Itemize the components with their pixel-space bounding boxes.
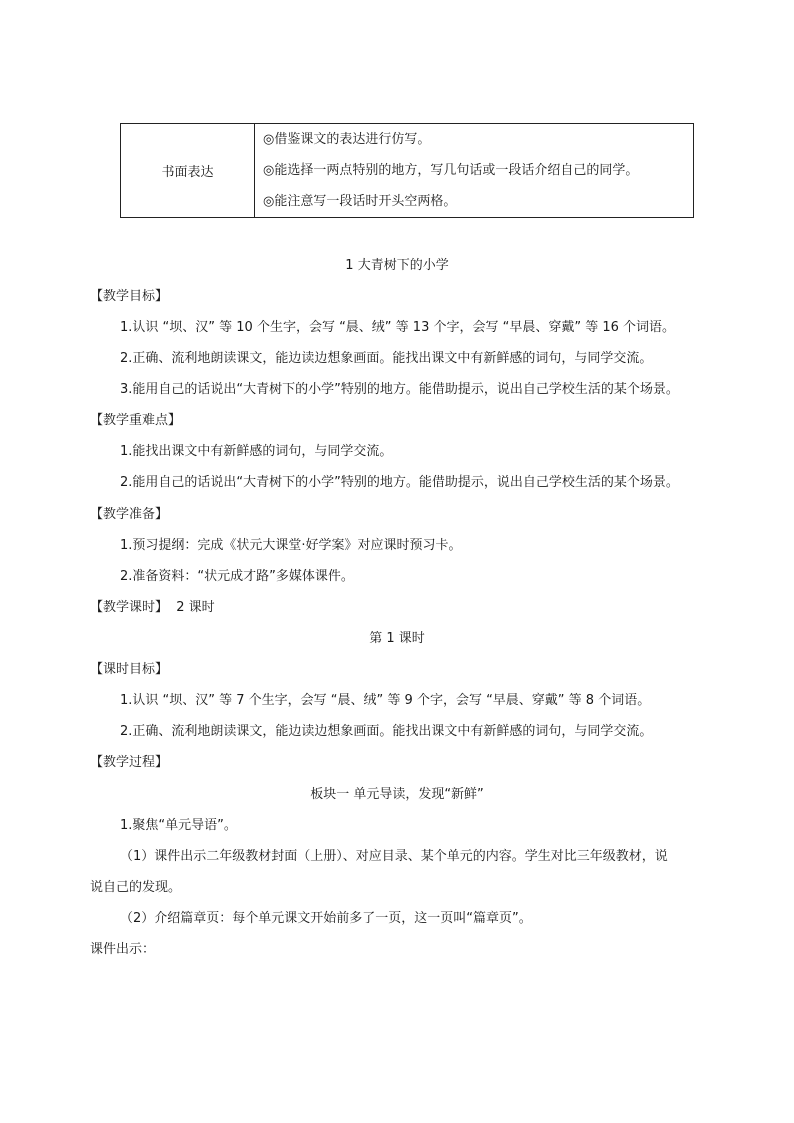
hours-value: 2 课时 [176,600,215,615]
goals-heading: 【教学目标】 [90,289,169,304]
session-goal-item: 1.认识 “坝、汉” 等 7 个生字，会写 “晨、绒” 等 9 个字，会写 “早晨、穿戴” 等 8 个词语。 [120,693,651,708]
key-point-item: 1.能找出课文中有新鲜感的词句，与同学交流。 [120,444,393,459]
goal-item: 3.能用自己的话说出“大青树下的小学”特别的地方。能借助提示，说出自己学校生活的某个场景。 [120,382,679,397]
session-goals-heading: 【课时目标】 [90,662,169,677]
table-item: ◎能选择一两点特别的地方，写几句话或一段话介绍自己的同学。 [263,163,639,178]
process-sub-step-continuation: 说自己的发现。 [90,880,182,895]
session-title: 第 1 课时 [369,631,425,646]
table-items-cell [255,124,694,218]
key-points-heading: 【教学重难点】 [90,413,182,428]
process-step: 1.聚焦“单元导语”。 [120,818,237,833]
lesson-title: 1 大青树下的小学 [345,258,449,273]
table-category-cell: 书面表达 [121,124,255,218]
key-point-item: 2.能用自己的话说出“大青树下的小学”特别的地方。能借助提示，说出自己学校生活的某个场景。 [120,475,679,490]
preparation-heading: 【教学准备】 [90,507,169,522]
preparation-item: 2.准备资料：“状元成才路”多媒体课件。 [120,569,354,584]
process-sub-step: （2）介绍篇章页：每个单元课文开始前多了一页，这一页叫“篇章页”。 [120,911,532,926]
preparation-item: 1.预习提纲：完成《状元大课堂·好学案》对应课时预习卡。 [120,538,462,553]
hours-line [90,598,215,618]
table-item: ◎借鉴课文的表达进行仿写。 [263,132,431,147]
display-label: 课件出示： [90,942,156,957]
table-item: ◎能注意写一段话时开头空两格。 [263,194,457,209]
process-sub-step: （1）课件出示二年级教材封面（上册）、对应目录、某个单元的内容。学生对比三年级教材，说 [120,849,668,864]
process-heading: 【教学过程】 [90,755,169,770]
goal-item: 2.正确、流利地朗读课文，能边读边想象画面。能找出课文中有新鲜感的词句，与同学交流。 [120,351,653,366]
goal-item: 1.认识 “坝、汉” 等 10 个生字，会写 “晨、绒” 等 13 个字，会写 “早晨、穿戴” 等 16 个词语。 [120,320,676,335]
requirements-table [120,123,694,218]
block-title: 板块一 单元导读，发现“新鲜” [310,787,484,802]
session-goal-item: 2.正确、流利地朗读课文，能边读边想象画面。能找出课文中有新鲜感的词句，与同学交流。 [120,724,653,739]
hours-heading: 【教学课时】 [90,600,169,615]
